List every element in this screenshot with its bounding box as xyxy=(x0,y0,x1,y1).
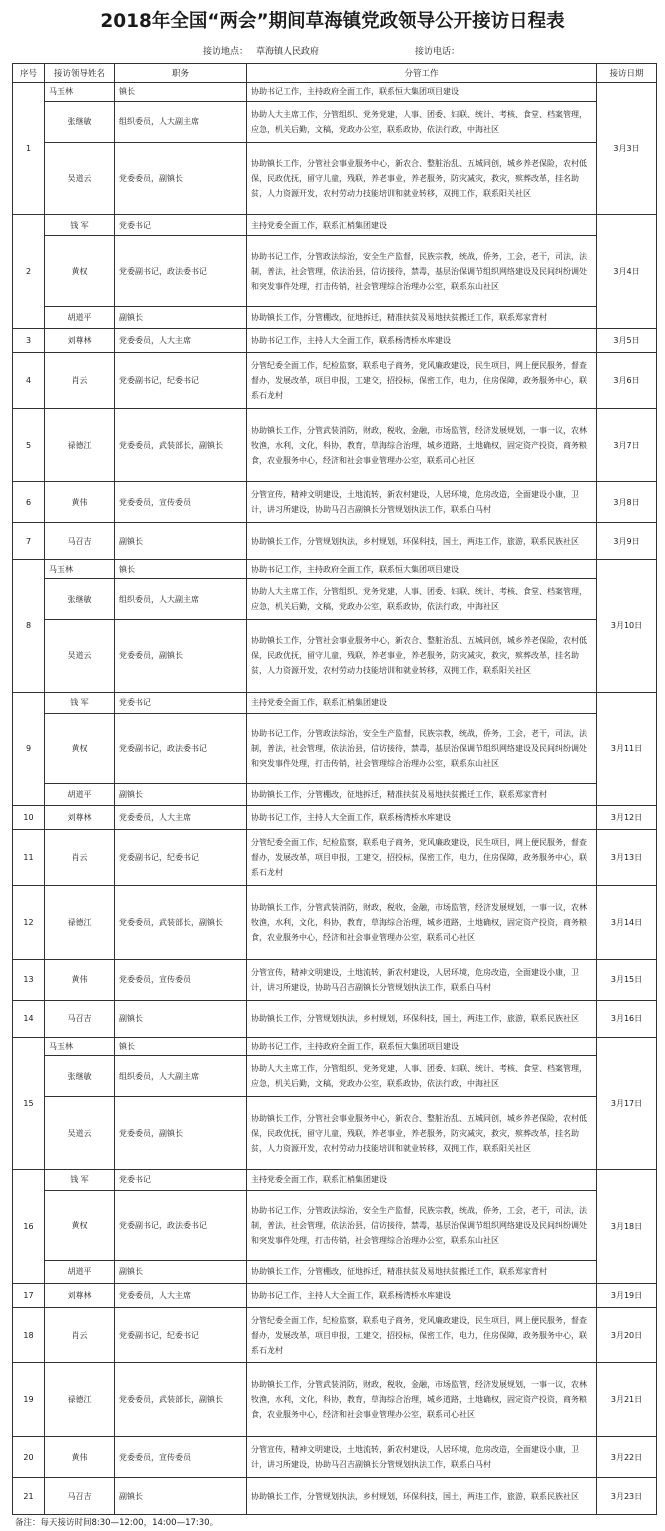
work-responsibilities: 分管纪委全面工作，纪检监察，联系电子商务，党风廉政建设，民生项目，网上便民服务，督查督办，发展改革，项目申报，工建交，招投标，保密工作，电力，住房保障，政务服务中心，联系石龙村 xyxy=(247,830,597,886)
work-responsibilities: 分管纪委全面工作，纪检监察，联系电子商务，党风廉政建设，民生项目，网上便民服务，督查督办，发展改革，项目申报，工建交，招投标，保密工作，电力，住房保障，政务服务中心，联系石龙村 xyxy=(247,353,597,409)
row-number: 6 xyxy=(13,482,45,523)
work-responsibilities: 协助人大主席工作，分管组织、党务党建，人事、团委、妇联、统计、考核、食堂、档案管理，应急，机关后勤，文稿，党政办公室，联系政协，依法行政，中海社区 xyxy=(247,101,597,142)
leader-position: 党委委员，宣传委员 xyxy=(115,482,247,523)
work-responsibilities: 协助镇长工作，分管规划执法，乡村规划，环保科技，国土，两违工作，旅游，联系民族社区 xyxy=(247,523,597,560)
leader-position: 组织委员，人大副主席 xyxy=(115,101,247,142)
table-row xyxy=(13,959,657,1000)
visit-date: 3月8日 xyxy=(597,482,657,523)
row-number: 12 xyxy=(13,886,45,960)
leader-name: 黄伟 xyxy=(45,1437,115,1478)
visit-date: 3月7日 xyxy=(597,408,657,482)
visit-date: 3月6日 xyxy=(597,353,657,409)
table-row xyxy=(13,306,657,328)
table-row xyxy=(13,523,657,560)
leader-position: 党委副书记，纪委书记 xyxy=(115,1307,247,1363)
leader-position: 副镇长 xyxy=(115,1000,247,1037)
work-responsibilities: 主持党委全面工作，联系汇梢集团建设 xyxy=(247,215,597,236)
leader-position: 党委委员，武装部长，副镇长 xyxy=(115,1363,247,1437)
leader-name: 吴道云 xyxy=(45,620,115,693)
work-responsibilities: 协助镇长工作，分管武装消防，财政，税收，金融，市场监管，经济发展规划，一事一议，农林牧渔，水利，文化，科协，教育，草海综合治理，城乡道路，土地确权，固定资产投资，商务粮食，农业服务中心，经济和社会事业管理办公室，联系司心社区 xyxy=(247,1363,597,1437)
header-no: 序号 xyxy=(13,64,45,83)
leader-position: 党委委员，副镇长 xyxy=(115,142,247,215)
visit-date: 3月9日 xyxy=(597,523,657,560)
work-responsibilities: 协助镇长工作，分管规划执法，乡村规划，环保科技，国土，两违工作，旅游，联系民族社区 xyxy=(247,1478,597,1515)
table-row xyxy=(13,1363,657,1437)
table-row xyxy=(13,1097,657,1170)
leader-name: 黄权 xyxy=(45,713,115,783)
location-value: 草海镇人民政府 xyxy=(256,47,320,57)
leader-position: 党委副书记，纪委书记 xyxy=(115,353,247,409)
leader-name: 吴道云 xyxy=(45,1097,115,1170)
row-number: 4 xyxy=(13,353,45,409)
visit-date: 3月21日 xyxy=(597,1363,657,1437)
leader-position: 党委书记 xyxy=(115,692,247,713)
work-responsibilities: 协助镇长工作，分管棚改，征地拆迁，精准扶贫及易地扶贫搬迁工作，联系郑家背村 xyxy=(247,784,597,806)
leader-position: 党委委员，副镇长 xyxy=(115,620,247,693)
leader-position: 镇长 xyxy=(115,1037,247,1056)
leader-name: 黄伟 xyxy=(45,482,115,523)
leader-position: 党委委员，武装部长，副镇长 xyxy=(115,886,247,960)
work-responsibilities: 协助书记工作，主持人大全面工作，联系杨湾桥水库建设 xyxy=(247,806,597,830)
row-number: 3 xyxy=(13,328,45,352)
leader-name: 钱 军 xyxy=(45,215,115,236)
header-date: 接访日期 xyxy=(597,64,657,83)
table-row xyxy=(13,1307,657,1363)
table-row xyxy=(13,713,657,783)
visit-date: 3月18日 xyxy=(597,1169,657,1283)
table-row xyxy=(13,1037,657,1056)
leader-position: 副镇长 xyxy=(115,1478,247,1515)
table-row xyxy=(13,482,657,523)
page-title: 2018年全国“两会”期间草海镇党政领导公开接访日程表 xyxy=(100,11,565,32)
header-work: 分管工作 xyxy=(247,64,597,83)
work-responsibilities: 协助书记工作，主持政府全面工作，联系恒大集团项目建设 xyxy=(247,83,597,102)
row-number: 11 xyxy=(13,830,45,886)
leader-position: 副镇长 xyxy=(115,306,247,328)
row-number: 7 xyxy=(13,523,45,560)
work-responsibilities: 协助书记工作，主持人大全面工作，联系杨湾桥水库建设 xyxy=(247,1283,597,1307)
visit-date: 3月11日 xyxy=(597,692,657,806)
table-row xyxy=(13,1283,657,1307)
row-number: 16 xyxy=(13,1169,45,1283)
row-number: 14 xyxy=(13,1000,45,1037)
work-responsibilities: 协助镇长工作，分管棚改，征地拆迁，精准扶贫及易地扶贫搬迁工作，联系郑家背村 xyxy=(247,306,597,328)
leader-name: 马玉林 xyxy=(45,1037,115,1056)
work-responsibilities: 协助镇长工作，分管规划执法，乡村规划，环保科技，国土，两违工作，旅游，联系民族社区 xyxy=(247,1000,597,1037)
row-number: 1 xyxy=(13,83,45,215)
leader-name: 胡道平 xyxy=(45,784,115,806)
header-title: 职务 xyxy=(115,64,247,83)
table-row xyxy=(13,353,657,409)
leader-position: 镇长 xyxy=(115,83,247,102)
leader-position: 副镇长 xyxy=(115,784,247,806)
visit-date: 3月13日 xyxy=(597,830,657,886)
location-label: 接访地点： xyxy=(203,47,249,57)
work-responsibilities: 协助人大主席工作，分管组织、党务党建，人事、团委、妇联、统计、考核、食堂、档案管理，应急，机关后勤，文稿，党政办公室，联系政协，依法行政，中海社区 xyxy=(247,579,597,620)
work-responsibilities: 协助书记工作，主持人大全面工作，联系杨湾桥水库建设 xyxy=(247,328,597,352)
row-number: 5 xyxy=(13,408,45,482)
table-row xyxy=(13,579,657,620)
work-responsibilities: 协助书记工作，分管政法综治，安全生产监督，民族宗教，统战，侨务，工会，老干，司法，法制，普法，社会管理，依法治县，信访接待，禁毒，基层治保调节组织网络建设及民间纠纷调处和突发事件处理，打击传销，社会管理综合治理办公室，联系东山社区 xyxy=(247,1191,597,1261)
visit-date: 3月22日 xyxy=(597,1437,657,1478)
work-responsibilities: 主持党委全面工作，联系汇梢集团建设 xyxy=(247,1169,597,1190)
visit-date: 3月15日 xyxy=(597,959,657,1000)
leader-name: 禄德江 xyxy=(45,408,115,482)
table-row xyxy=(13,215,657,236)
leader-name: 吴道云 xyxy=(45,142,115,215)
work-responsibilities: 协助书记工作，分管政法综治，安全生产监督，民族宗教，统战，侨务，工会，老干，司法，法制，普法，社会管理，依法治县，信访接待，禁毒，基层治保调节组织网络建设及民间纠纷调处和突发事件处理，打击传销，社会管理综合治理办公室，联系东山社区 xyxy=(247,236,597,306)
leader-name: 黄权 xyxy=(45,1191,115,1261)
info-line xyxy=(0,41,665,61)
table-row xyxy=(13,328,657,352)
leader-name: 马玉林 xyxy=(45,560,115,579)
visit-date: 3月3日 xyxy=(597,83,657,215)
header-name: 接访领导姓名 xyxy=(45,64,115,83)
leader-position: 党委委员，宣传委员 xyxy=(115,1437,247,1478)
row-number: 21 xyxy=(13,1478,45,1515)
leader-name: 张继敏 xyxy=(45,101,115,142)
work-responsibilities: 协助书记工作，分管政法综治，安全生产监督，民族宗教，统战，侨务，工会，老干，司法，法制，普法，社会管理，依法治县，信访接待，禁毒，基层治保调节组织网络建设及民间纠纷调处和突发事件处理，打击传销，社会管理综合治理办公室，联系东山社区 xyxy=(247,713,597,783)
leader-position: 党委委员，人大主席 xyxy=(115,806,247,830)
table-row xyxy=(13,620,657,693)
table-row xyxy=(13,408,657,482)
row-number: 9 xyxy=(13,692,45,806)
leader-name: 张继敏 xyxy=(45,1056,115,1097)
table-row xyxy=(13,806,657,830)
leader-name: 禄德江 xyxy=(45,886,115,960)
schedule-table xyxy=(12,63,657,1515)
leader-position: 镇长 xyxy=(115,560,247,579)
work-responsibilities: 协助书记工作，主持政府全面工作，联系恒大集团项目建设 xyxy=(247,560,597,579)
work-responsibilities: 分管宣传，精神文明建设，土地流转，新农村建设，人居环境，危房改造，全面建设小康，卫计，讲习所建设，协助马召吉副镇长分管规划执法工作，联系白马村 xyxy=(247,482,597,523)
table-row xyxy=(13,1169,657,1190)
table-row xyxy=(13,83,657,102)
leader-position: 党委委员，副镇长 xyxy=(115,1097,247,1170)
leader-name: 胡道平 xyxy=(45,1261,115,1283)
work-responsibilities: 协助镇长工作，分管社会事业服务中心，新农合、整脏治乱、五城同创，城乡养老保险，农村低保，民政优抚，留守儿童，残联，养老事业，养老服务，防灾减灾，救灾，殡葬改革，挂名助贫，人力资源开发，农村劳动力技能培训和就业转移，双拥工作，联系阳关社区 xyxy=(247,1097,597,1170)
leader-name: 马玉林 xyxy=(45,83,115,102)
row-number: 2 xyxy=(13,215,45,329)
leader-name: 肖云 xyxy=(45,353,115,409)
visit-date: 3月20日 xyxy=(597,1307,657,1363)
leader-name: 刘尊林 xyxy=(45,806,115,830)
leader-name: 马召吉 xyxy=(45,1000,115,1037)
work-responsibilities: 分管宣传，精神文明建设，土地流转，新农村建设，人居环境，危房改造，全面建设小康，卫计，讲习所建设，协助马召吉副镇长分管规划执法工作，联系白马村 xyxy=(247,959,597,1000)
table-row xyxy=(13,1191,657,1261)
work-responsibilities: 协助书记工作，主持政府全面工作，联系恒大集团项目建设 xyxy=(247,1037,597,1056)
leader-position: 党委委员，宣传委员 xyxy=(115,959,247,1000)
row-number: 17 xyxy=(13,1283,45,1307)
row-number: 10 xyxy=(13,806,45,830)
leader-position: 党委委员，人大主席 xyxy=(115,1283,247,1307)
work-responsibilities: 协助镇长工作，分管社会事业服务中心，新农合、整脏治乱、五城同创，城乡养老保险，农村低保，民政优抚，留守儿童，残联，养老事业，养老服务，防灾减灾，救灾，殡葬改革，挂名助贫，人力资源开发，农村劳动力技能培训和就业转移，双拥工作，联系阳关社区 xyxy=(247,620,597,693)
work-responsibilities: 协助镇长工作，分管棚改，征地拆迁，精准扶贫及易地扶贫搬迁工作，联系郑家背村 xyxy=(247,1261,597,1283)
leader-name: 黄伟 xyxy=(45,959,115,1000)
table-header-row xyxy=(13,64,657,83)
table-row xyxy=(13,142,657,215)
leader-position: 党委副书记，政法委书记 xyxy=(115,1191,247,1261)
leader-position: 组织委员，人大副主席 xyxy=(115,1056,247,1097)
visit-date: 3月19日 xyxy=(597,1283,657,1307)
row-number: 19 xyxy=(13,1363,45,1437)
leader-name: 刘尊林 xyxy=(45,1283,115,1307)
visit-date: 3月5日 xyxy=(597,328,657,352)
leader-name: 肖云 xyxy=(45,1307,115,1363)
visit-date: 3月10日 xyxy=(597,560,657,692)
visit-date: 3月16日 xyxy=(597,1000,657,1037)
table-row xyxy=(13,1437,657,1478)
work-responsibilities: 协助人大主席工作，分管组织、党务党建，人事、团委、妇联、统计、考核、食堂、档案管理，应急，机关后勤，文稿，党政办公室，联系政协，依法行政，中海社区 xyxy=(247,1056,597,1097)
table-row xyxy=(13,1056,657,1097)
leader-position: 党委书记 xyxy=(115,1169,247,1190)
leader-position: 党委委员，人大主席 xyxy=(115,328,247,352)
leader-name: 刘尊林 xyxy=(45,328,115,352)
leader-name: 钱 军 xyxy=(45,1169,115,1190)
table-row xyxy=(13,236,657,306)
leader-position: 党委书记 xyxy=(115,215,247,236)
row-number: 18 xyxy=(13,1307,45,1363)
row-number: 13 xyxy=(13,959,45,1000)
table-row xyxy=(13,560,657,579)
leader-name: 肖云 xyxy=(45,830,115,886)
leader-position: 党委副书记，政法委书记 xyxy=(115,713,247,783)
row-number: 15 xyxy=(13,1037,45,1169)
leader-position: 党委委员，武装部长，副镇长 xyxy=(115,408,247,482)
leader-name: 禄德江 xyxy=(45,1363,115,1437)
work-responsibilities: 分管宣传，精神文明建设，土地流转，新农村建设，人居环境，危房改造，全面建设小康，卫计，讲习所建设，协助马召吉副镇长分管规划执法工作，联系白马村 xyxy=(247,1437,597,1478)
table-row xyxy=(13,101,657,142)
table-row xyxy=(13,830,657,886)
table-row xyxy=(13,784,657,806)
leader-position: 党委副书记，纪委书记 xyxy=(115,830,247,886)
work-responsibilities: 协助镇长工作，分管武装消防，财政，税收，金融，市场监管，经济发展规划，一事一议，农林牧渔，水利，文化，科协，教育，草海综合治理，城乡道路，土地确权，固定资产投资，商务粮食，农业服务中心，经济和社会事业管理办公室，联系司心社区 xyxy=(247,408,597,482)
visit-date: 3月17日 xyxy=(597,1037,657,1169)
table-row xyxy=(13,886,657,960)
table-row xyxy=(13,692,657,713)
work-responsibilities: 主持党委全面工作，联系汇梢集团建设 xyxy=(247,692,597,713)
visit-date: 3月23日 xyxy=(597,1478,657,1515)
leader-position: 副镇长 xyxy=(115,1261,247,1283)
leader-position: 副镇长 xyxy=(115,523,247,560)
table-row xyxy=(13,1000,657,1037)
leader-name: 张继敏 xyxy=(45,579,115,620)
visit-date: 3月12日 xyxy=(597,806,657,830)
row-number: 20 xyxy=(13,1437,45,1478)
work-responsibilities: 协助镇长工作，分管武装消防，财政，税收，金融，市场监管，经济发展规划，一事一议，农林牧渔，水利，文化，科协，教育，草海综合治理，城乡道路，土地确权，固定资产投资，商务粮食，农业服务中心，经济和社会事业管理办公室，联系司心社区 xyxy=(247,886,597,960)
footnote: 备注：每天接访时间8:30—12:00，14:00—17:30。 xyxy=(15,1518,219,1528)
leader-name: 胡道平 xyxy=(45,306,115,328)
phone-label: 接访电话： xyxy=(415,47,461,57)
leader-position: 组织委员，人大副主席 xyxy=(115,579,247,620)
work-responsibilities: 分管纪委全面工作，纪检监察，联系电子商务，党风廉政建设，民生项目，网上便民服务，督查督办，发展改革，项目申报，工建交，招投标，保密工作，电力，住房保障，政务服务中心，联系石龙村 xyxy=(247,1307,597,1363)
visit-date: 3月14日 xyxy=(597,886,657,960)
leader-name: 马召吉 xyxy=(45,1478,115,1515)
leader-name: 钱 军 xyxy=(45,692,115,713)
work-responsibilities: 协助镇长工作，分管社会事业服务中心，新农合、整脏治乱、五城同创，城乡养老保险，农村低保，民政优抚，留守儿童，残联，养老事业，养老服务，防灾减灾，救灾，殡葬改革，挂名助贫，人力资源开发，农村劳动力技能培训和就业转移，双拥工作，联系阳关社区 xyxy=(247,142,597,215)
table-row xyxy=(13,1478,657,1515)
leader-name: 黄权 xyxy=(45,236,115,306)
table-row xyxy=(13,1261,657,1283)
leader-name: 马召吉 xyxy=(45,523,115,560)
table-body xyxy=(13,83,657,1515)
row-number: 8 xyxy=(13,560,45,692)
visit-date: 3月4日 xyxy=(597,215,657,329)
leader-position: 党委副书记，政法委书记 xyxy=(115,236,247,306)
